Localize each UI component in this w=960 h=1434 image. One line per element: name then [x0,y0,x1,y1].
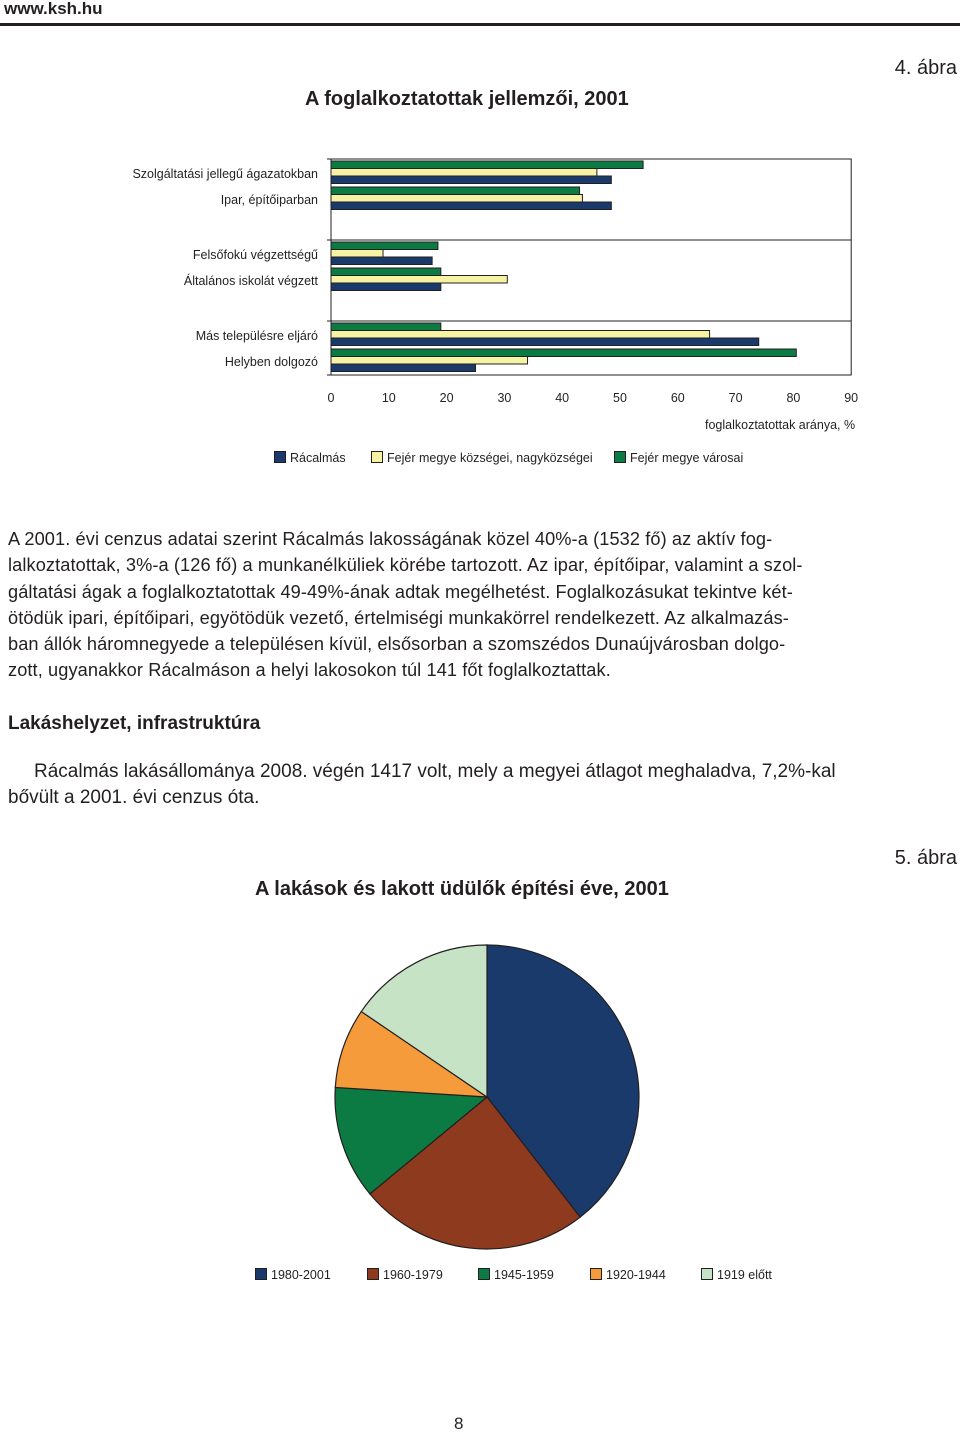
x-tick-label: 80 [786,391,801,405]
page-number: 8 [454,1414,464,1433]
paragraph-line: A 2001. évi cenzus adatai szerint Rácalmás lakosságának közel 40%-a (1532 fő) az aktív fog- [8,529,773,549]
legend-swatch [367,1268,379,1280]
paragraph-line: Rácalmás lakásállománya 2008. végén 1417 volt, mely a megyei átlagot meghaladva, 7,2%-kal [34,761,836,782]
bar-chart [327,159,851,375]
section-heading: Lakáshelyzet, infrastruktúra [8,713,261,734]
paragraph-line: ban állók háromnegyede a településen kívül, elsősorban a szomszédos Dunaújvárosban dolgo- [8,634,786,655]
x-tick-label: 20 [439,391,454,405]
legend-swatch [371,451,383,463]
bar-label-szolgaltatasi: Szolgáltatási jellegű ágazatokban [132,167,318,181]
legend-label: 1920-1944 [606,1268,666,1282]
paragraph-line: gáltatási ágak a foglalkoztatottak 49-49%-ának adtak megélhetést. Foglalkozásukat tekintve két- [8,581,793,602]
legend-swatch [701,1268,713,1280]
paragraph-line: zott, ugyanakkor Rácalmáson a helyi lakosokon túl 141 főt foglalkoztattak. [8,660,611,681]
bar-varosok [331,349,796,357]
figure5-number: 5. ábra [894,847,957,869]
figure5-title: A lakások és lakott üdülők építési éve, 2001 [255,878,669,900]
x-tick-label: 60 [670,391,685,405]
paragraph-housing [8,759,958,811]
legend-label: 1960-1979 [383,1268,443,1282]
bar-kozsegek [331,357,528,365]
legend-swatch [274,451,286,463]
pie-legend-item-1960-1979 [367,1268,443,1282]
bar-label-altalanos: Általános iskolát végzett [183,274,318,288]
pie-legend-item-1945-1959 [478,1268,554,1282]
legend-swatch [255,1268,267,1280]
bar-kozsegek [331,250,383,258]
paragraph-line: bővült a 2001. évi cenzus óta. [8,787,260,808]
legend-label: Rácalmás [290,451,346,465]
x-axis-title: foglalkoztatottak aránya, % [705,418,856,432]
legend-label: 1945-1959 [494,1268,554,1282]
pie-legend-item-1920-1944 [590,1268,666,1282]
bar-varosok [331,187,580,195]
bar-label-ipar: Ipar, építőiparban [220,193,318,207]
bar-racalmas [331,176,611,184]
bar-kozsegek [331,331,710,339]
bar-varosok [331,242,438,250]
bar-label-mas-telepulesre: Más településre eljáró [195,329,318,343]
bar-kozsegek [331,169,597,177]
bar-varosok [331,161,643,169]
bar-kozsegek [331,276,507,284]
bar-racalmas [331,283,441,291]
legend-item-racalmas [274,451,346,465]
bar-varosok [331,323,441,331]
x-tick-label: 70 [728,391,743,405]
figure4-title: A foglalkoztatottak jellemzői, 2001 [305,88,629,110]
bar-racalmas [331,338,759,346]
bar-racalmas [331,202,611,210]
figure4-number: 4. ábra [894,57,957,79]
paragraph-line: ötödük ipari, építőipari, egyötödük vezető, értelmiségi munkakörrel rendelkezett. Az alkalmazás- [8,607,789,628]
legend-swatch [590,1268,602,1280]
bar-label-helyben: Helyben dolgozó [224,355,318,369]
legend-label: 1980-2001 [271,1268,331,1282]
bar-racalmas [331,364,476,372]
bar-varosok [331,268,441,276]
pie-legend-item-1919-elott [701,1268,772,1282]
bar-racalmas [331,257,432,265]
paragraph-employment [8,526,958,684]
pie-chart [335,945,639,1249]
pie-legend-item-1980-2001 [255,1268,331,1282]
bar-kozsegek [331,195,582,203]
paragraph-line: lalkoztatottak, 3%-a (126 fő) a munkanélküliek körébe tartozott. Az ipar, építőipar, valamint a szol- [8,555,803,576]
x-tick-label: 0 [327,391,335,405]
x-tick-label: 90 [844,391,859,405]
x-tick-label: 10 [381,391,396,405]
x-tick-label: 40 [555,391,570,405]
legend-item-kozsegek [371,451,593,465]
x-tick-label: 30 [497,391,512,405]
legend-label: Fejér megye községei, nagyközségei [387,451,593,465]
legend-swatch [478,1268,490,1280]
legend-swatch [614,451,626,463]
site-url[interactable]: www.ksh.hu [4,0,103,18]
legend-label: 1919 előtt [717,1268,772,1282]
bar-label-felsofoku: Felsőfokú végzettségű [192,248,318,262]
legend-item-varosok [614,451,743,465]
x-tick-label: 50 [613,391,627,405]
legend-label: Fejér megye városai [630,451,744,465]
